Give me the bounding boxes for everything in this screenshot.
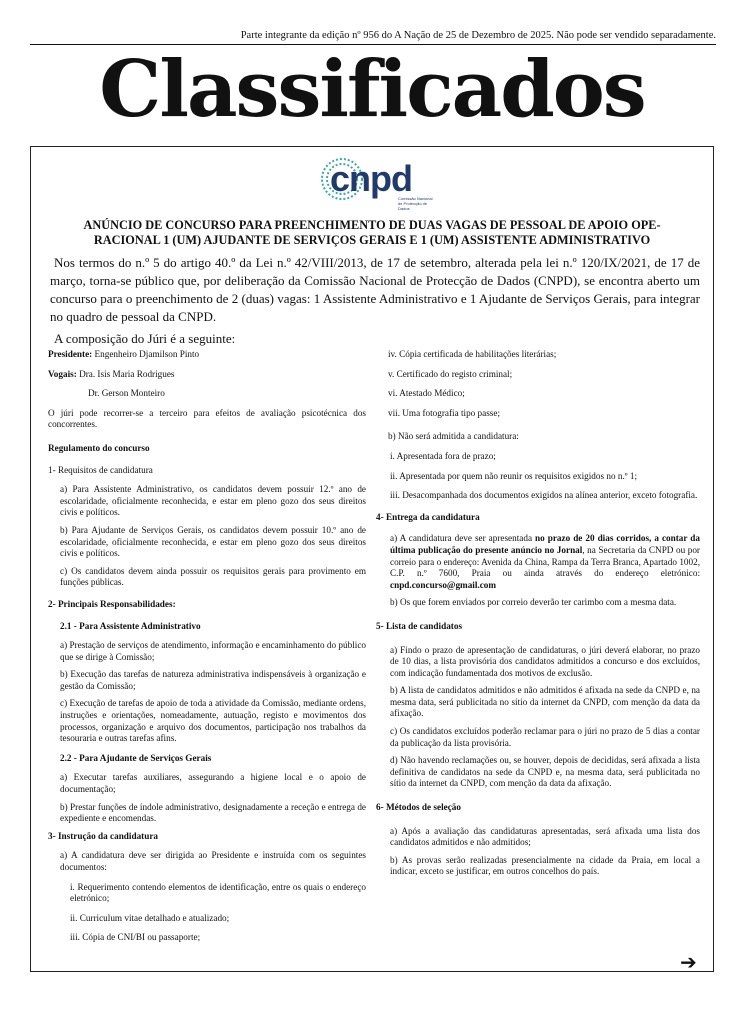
submission-a: a) A candidatura deve ser apresentada no prazo de 20 dias corridos, a contar da última publicação do presente anúncio no Jornal, na Secretaria da CNPD ou por correio para o endereço: Avenida da China, Rampa da Terra Branca, Apartado 1002, C.P. n.º 7600, Praia ou ainda através do endereço eletrónico: cnpd.concurso@gmail.com bbox=[390, 533, 700, 590]
candidates-list-b: b) A lista de candidatos admitidos e não admitidos é afixada na sede da CNPD e, na mesma data, será publicitada no sítio da internet da CNPD, com menção da data da afixação. bbox=[390, 685, 700, 719]
responsibility-22-a: a) Executar tarefas auxiliares, assegurando a higiene local e o apoio de documentação; bbox=[60, 772, 366, 795]
jury-note: O júri pode recorrer-se a terceiro para efeitos de avaliação psicotécnica dos concorrentes. bbox=[48, 407, 366, 430]
submission-b: b) Os que forem enviados por correio deverão ter carimbo com a mesma data. bbox=[390, 597, 677, 608]
right-column bbox=[376, 349, 700, 878]
document-v: v. Certificado do registo criminal; bbox=[388, 368, 513, 379]
candidates-list-title: 5- Lista de candidatos bbox=[376, 620, 463, 631]
responsibility-21-b: b) Execução das tarefas de natureza administrativa indispensáveis à organização e gestão da Comissão; bbox=[60, 669, 366, 691]
inadmissible-iii: iii. Desacompanhada dos documentos exigidos na alínea anterior, exceto fotografia. bbox=[390, 490, 698, 501]
jury-intro: A composição do Júri é a seguinte: bbox=[54, 331, 236, 346]
candidates-list-d: d) Não havendo reclamações ou, se houver, depois de decididas, será afixada a lista definitiva de candidatos na sede da CNPD e, na mesma data, será publicitada no sítio da internet da CNPD, com menção da data da afixação. bbox=[390, 755, 700, 789]
inadmissible-i: i. Apresentada fora de prazo; bbox=[390, 450, 496, 461]
requirements-title: 1- Requisitos de candidatura bbox=[48, 464, 153, 475]
document-ii: ii. Curriculum vitae detalhado e atualizado; bbox=[70, 912, 230, 923]
candidates-list-c: c) Os candidatos excluídos poderão reclamar para o júri no prazo de 5 dias a contar da publicação da lista provisória. bbox=[390, 726, 700, 748]
continue-arrow-icon: ➔ bbox=[680, 950, 697, 974]
intro-paragraph: Nos termos do n.º 5 do artigo 40.º da Lei n.º 42/VIII/2013, de 17 de setembro, alterada pela lei n.º 120/IX/2021, de 17 de março, torna-se público que, por deliberação da Comissão Nacional de Protecção de Dados (CNPD), se encontra aberto um concurso para o preenchimento de 2 (duas) vagas: 1 Assistente Administrativo e 1 Ajudante de Serviços Gerais, para integrar no quadro de pessoal da CNPD. bbox=[50, 255, 700, 324]
candidates-list-a: a) Findo o prazo de apresentação de candidaturas, o júri deverá elaborar, no prazo de 10 dias, a lista provisória dos candidatos admitidos a concurso e dos excluídos, com indicação fundamentada dos motivos de exclusão. bbox=[390, 644, 700, 678]
responsibility-21-c: c) Execução de tarefas de apoio de toda a atividade da Comissão, mediante ordens, instruções e orientações, nomeadamente, autuação, registo e movimentos dos processos, organização e arquivo dos documentos, participação nos trabalhos da tesouraria e outras tarefas afins. bbox=[60, 698, 366, 744]
responsibility-22-b: b) Prestar funções de índole administrativo, designadamente a receção e entrega de expediente e encomendas. bbox=[60, 801, 366, 824]
selection-method-b: b) As provas serão realizadas presencialmente na cidade da Praia, em local a indicar, exceto se justificar, em outros concelhos do país. bbox=[390, 854, 700, 877]
selection-methods-title: 6- Métodos de seleção bbox=[376, 802, 461, 813]
requirement-c: c) Os candidatos devem ainda possuir os requisitos gerais para provimento em funções públicas. bbox=[60, 565, 366, 588]
responsibilities-22-title: 2.2 - Para Ajudante de Serviços Gerais bbox=[60, 752, 212, 763]
document-vi: vi. Atestado Médico; bbox=[388, 388, 465, 399]
requirement-a: a) Para Assistente Administrativo, os candidatos devem possuir 12.º ano de escolaridade, oficialmente reconhecida, e estar em pleno gozo dos seus direitos civis e políticos. bbox=[60, 484, 366, 518]
logo-wordmark: cnpd bbox=[330, 158, 412, 199]
responsibilities-title: 2- Principais Responsabilidades: bbox=[48, 598, 176, 609]
jury-vogal-2: Dr. Gerson Monteiro bbox=[88, 388, 165, 399]
responsibility-21-a: a) Prestação de serviços de atendimento, informação e encaminhamento do público que se dirige à Comissão; bbox=[60, 640, 366, 662]
document-iv: iv. Cópia certificada de habilitações literárias; bbox=[388, 349, 557, 359]
logo-subtitle: Comissão Nacional de Protecção de Dados bbox=[398, 196, 433, 211]
jury-vogal-1: Vogais: Dra. Isis Maria Rodrigues bbox=[48, 368, 175, 379]
regulation-title: Regulamento do concurso bbox=[48, 442, 150, 453]
jury-president: Presidente: Engenheiro Djamilson Pinto bbox=[48, 349, 200, 359]
announcement-headline: ANÚNCIO DE CONCURSO PARA PREENCHIMENTO DE DUAS VAGAS DE PESSOAL DE APOIO OPE-RACIONAL 1 (UM) AJUDANTE DE SERVIÇOS GERAIS E 1 (UM) ASSISTENTE ADMINISTRATIVO bbox=[83, 218, 661, 247]
responsibilities-21-title: 2.1 - Para Assistente Administrativo bbox=[60, 620, 201, 631]
intro-text bbox=[50, 254, 700, 348]
document-i: i. Requerimento contendo elementos de identificação, entre os quais o endereço eletrónico; bbox=[70, 881, 366, 904]
instruction-a: a) A candidatura deve ser dirigida ao Presidente e instruída com os seguintes documentos: bbox=[60, 850, 366, 872]
submission-title: 4- Entrega da candidatura bbox=[376, 511, 480, 522]
inadmissible-ii: ii. Apresentada por quem não reunir os requisitos exigidos no n.º 1; bbox=[390, 470, 638, 481]
edition-note: Parte integrante da edição nº 956 do A Nação de 25 de Dezembro de 2025. Não pode ser vendido separadamente. bbox=[240, 30, 716, 41]
document-vii: vii. Uma fotografia tipo passe; bbox=[388, 407, 501, 418]
inadmissible-title: b) Não será admitida a candidatura: bbox=[388, 431, 519, 442]
requirement-b: b) Para Ajudante de Serviços Gerais, os candidatos devem possuir 10.º ano de escolaridade, oficialmente reconhecida, e estar em pleno gozo dos seus direitos civis e políticos. bbox=[60, 524, 366, 559]
masthead-title: Classificados bbox=[99, 44, 645, 135]
instruction-title: 3- Instrução da candidatura bbox=[48, 830, 159, 841]
selection-method-a: a) Após a avaliação das candidaturas apresentadas, será afixada uma lista dos candidatos admitidos e não admitidos; bbox=[390, 825, 700, 848]
document-iii: iii. Cópia de CNI/BI ou passaporte; bbox=[70, 932, 201, 943]
left-column bbox=[48, 349, 366, 944]
